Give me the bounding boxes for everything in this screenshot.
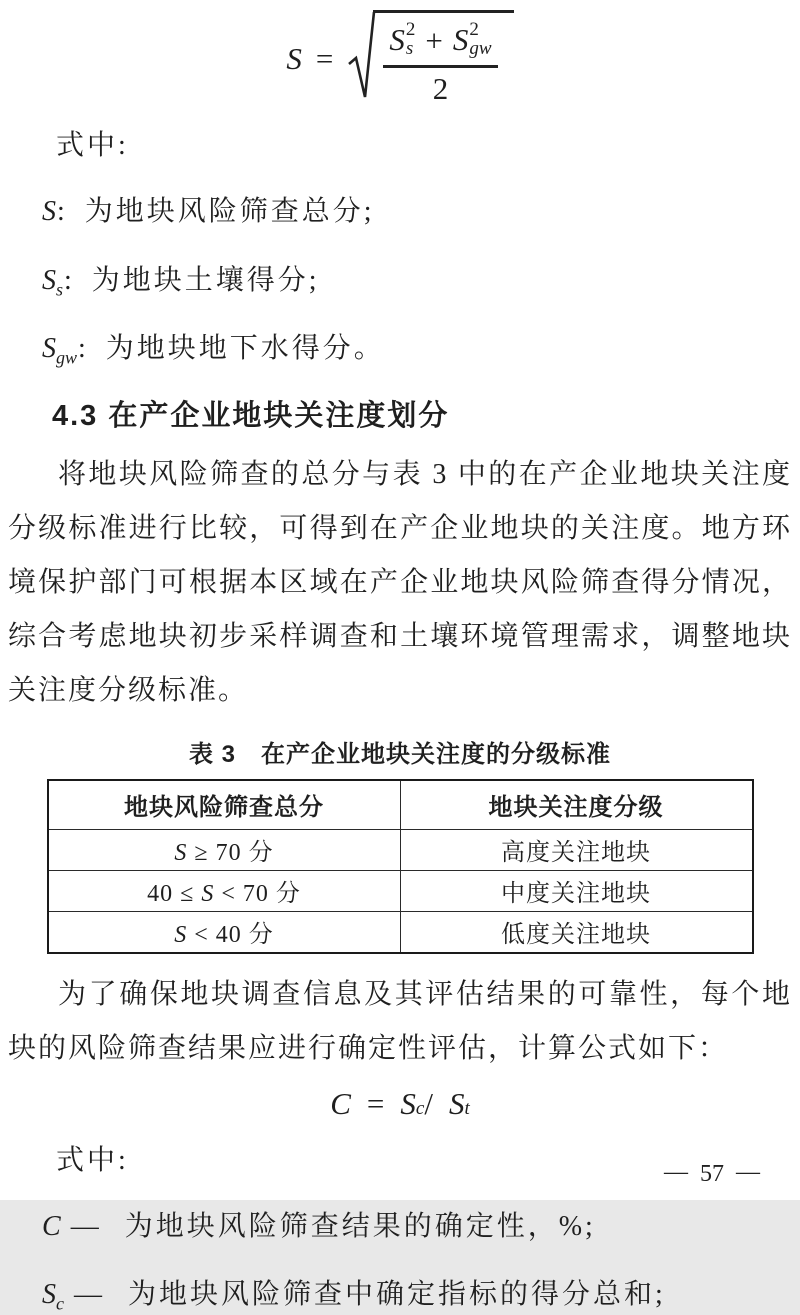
score-symbol: S	[174, 840, 188, 867]
footer-dash-left: —	[664, 1159, 688, 1185]
colon: :	[57, 196, 65, 227]
table-row	[48, 870, 753, 911]
fraction	[383, 19, 497, 107]
formula-certainty	[8, 1086, 792, 1122]
table-header-score: 地块风险筛查总分	[48, 780, 401, 830]
plus-sign: +	[425, 23, 443, 58]
term1-superscript: 2	[405, 19, 416, 40]
term1-subscript: s	[405, 38, 414, 59]
colon: :	[78, 333, 86, 365]
section-heading-4-3: 4.3 在产企业地块关注度划分	[52, 399, 450, 432]
score-post: ≥ 70 分	[187, 840, 274, 867]
formula-c-lhs: C	[330, 1085, 351, 1121]
table-header-row	[48, 780, 753, 830]
score-symbol: S	[201, 881, 215, 908]
term2-superscript: 2	[469, 19, 479, 40]
formula-s-lhs: S	[286, 40, 302, 76]
table-cell-score	[48, 870, 401, 911]
table-row	[48, 911, 753, 953]
em-dash: —	[70, 1210, 99, 1242]
where-item-desc: 为地块风险筛查总分;	[84, 196, 375, 227]
where-item-desc: 为地块风险筛查结果的确定性，%;	[124, 1210, 596, 1242]
table-cell-grade: 低度关注地块	[400, 911, 753, 953]
table3-caption: 表 3 在产企业地块关注度的分级标准	[188, 740, 611, 768]
formula-c-term1: S	[400, 1085, 416, 1121]
where-label-c: 式中:	[56, 1144, 129, 1176]
footer-dash-right: —	[736, 1159, 760, 1185]
grading-table	[47, 779, 754, 954]
symbol-ss: S	[42, 264, 56, 296]
colon: :	[64, 264, 72, 296]
fraction-denominator: 2	[432, 71, 449, 106]
footer-page-value: 57	[700, 1161, 724, 1187]
formula-c-term1-sub: c	[415, 1097, 425, 1119]
table-row	[48, 829, 753, 870]
where-label-s: 式中:	[56, 130, 129, 161]
page-number	[652, 1161, 772, 1188]
where-item-c	[42, 1204, 792, 1247]
where-item-sgw	[42, 326, 792, 369]
where-item-sc	[42, 1272, 792, 1315]
term2-subscript: gw	[469, 38, 492, 59]
symbol-sgw: S	[42, 333, 56, 365]
sqrt-radical-icon	[347, 10, 375, 102]
score-symbol: S	[174, 922, 188, 949]
where-item-s	[42, 189, 792, 232]
formula-c-term2-sub: t	[464, 1097, 470, 1119]
symbol-c: C	[42, 1210, 61, 1242]
symbol-ss-sub: s	[56, 279, 64, 300]
term1-base: S	[389, 22, 405, 57]
formula-c-term2: S	[448, 1085, 465, 1121]
formula-c-equals: =	[366, 1085, 385, 1121]
symbol-s: S	[42, 196, 56, 227]
radicand	[373, 10, 513, 107]
division-slash: /	[424, 1085, 433, 1121]
table-cell-score	[48, 829, 401, 870]
formula-total-score	[8, 10, 792, 107]
where-item-desc: 为地块地下水得分。	[105, 333, 385, 365]
paragraph-certainty: 为了确保地块调查信息及其评估结果的可靠性，每个地块的风险筛查结果应进行确定性评估，计算公式如下：	[8, 978, 792, 1064]
where-item-ss	[42, 258, 792, 301]
sqrt-expression	[347, 10, 513, 107]
score-post: < 40 分	[187, 922, 274, 949]
symbol-sc: S	[42, 1279, 56, 1311]
formula-s-equals: =	[315, 40, 334, 76]
paragraph-grading: 将地块风险筛查的总分与表 3 中的在产企业地块关注度分级标准进行比较，可得到在产企业地块的关注度。地方环境保护部门可根据本区域在产企业地块风险筛查得分情况，综合考虑地块初步采样调查和土壤环境管理需求，调整地块关注度分级标准。	[8, 458, 792, 706]
table-header-grade: 地块关注度分级	[400, 780, 753, 830]
where-item-desc: 为地块土壤得分;	[91, 264, 320, 296]
where-item-desc: 为地块风险筛查中确定指标的得分总和;	[128, 1279, 666, 1311]
table-cell-grade: 高度关注地块	[400, 829, 753, 870]
symbol-sgw-sub: gw	[56, 347, 78, 368]
score-pre: 40 ≤	[147, 881, 202, 908]
score-post: < 70 分	[214, 881, 301, 908]
table-cell-grade: 中度关注地块	[400, 870, 753, 911]
table-cell-score	[48, 911, 401, 953]
term2-base: S	[452, 22, 469, 57]
em-dash: —	[74, 1279, 102, 1311]
symbol-sc-sub: c	[56, 1293, 64, 1314]
fraction-numerator	[383, 19, 497, 68]
